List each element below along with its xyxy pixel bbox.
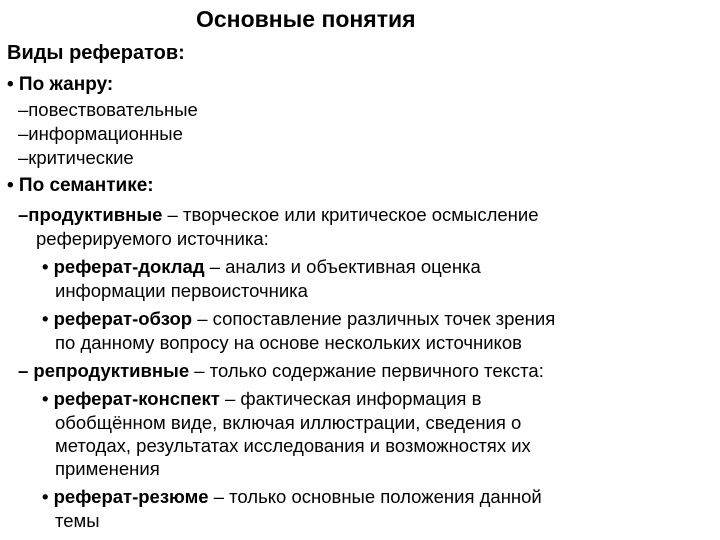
resume-term: • реферат-резюме [42, 486, 209, 507]
summary-definition: – фактическая информация в [219, 388, 482, 409]
genre-item-narrative: –повествовательные [18, 99, 198, 120]
summary-definition-cont-1: обобщённом виде, включая иллюстрации, сведения о [55, 412, 522, 433]
genre-item-critical: –критические [18, 147, 134, 168]
summary-definition-cont-2: методах, результатах исследования и возможностях их [55, 435, 531, 456]
reproductive-term: – репродуктивные [18, 360, 190, 381]
review-definition-cont: по данному вопросу на основе нескольких источников [55, 332, 522, 353]
productive-line [18, 204, 539, 226]
semantic-label: • По семантике: [7, 175, 154, 196]
reproductive-line [18, 360, 544, 382]
summary-term: • реферат-конспект [42, 388, 220, 409]
genre-item-informational: –информационные [18, 123, 183, 144]
report-definition-cont: информации первоисточника [55, 280, 308, 301]
summary-definition-cont-3: применения [55, 458, 160, 479]
report-definition: – анализ и объективная оценка [204, 256, 481, 277]
genre-label: • По жанру: [7, 74, 114, 95]
resume-definition: – только основные положения данной [208, 486, 542, 507]
review-line [42, 308, 555, 330]
report-term: • реферат-доклад [42, 256, 205, 277]
resume-definition-cont: темы [55, 510, 100, 531]
review-definition: – сопоставление различных точек зрения [192, 308, 556, 329]
productive-definition-cont: реферируемого источника: [36, 228, 269, 249]
summary-line [42, 388, 481, 410]
section-heading: Виды рефератов: [7, 42, 185, 64]
reproductive-definition: – только содержание первичного текста: [189, 360, 544, 381]
resume-line [42, 486, 542, 508]
review-term: • реферат-обзор [42, 308, 193, 329]
productive-definition: – творческое или критическое осмысление [162, 204, 539, 225]
slide-title: Основные понятия [196, 6, 416, 32]
productive-term: –продуктивные [18, 204, 163, 225]
report-line [42, 256, 481, 278]
